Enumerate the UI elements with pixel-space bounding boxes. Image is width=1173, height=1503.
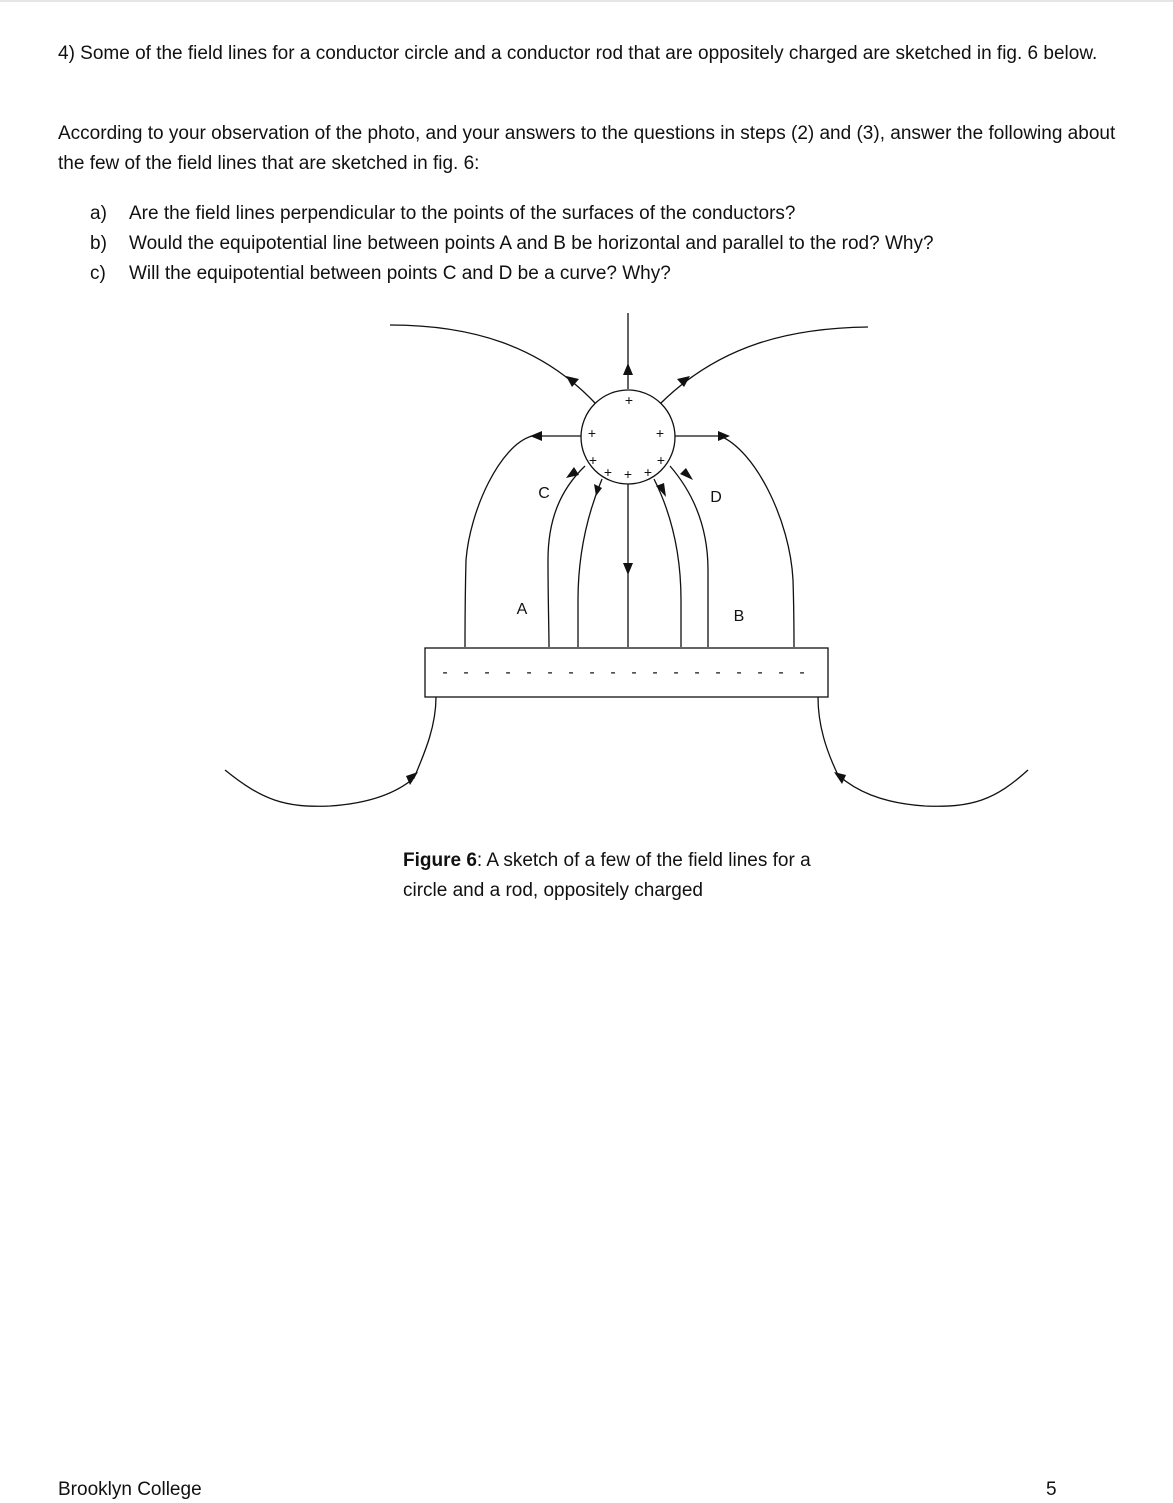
point-label-b: B <box>733 608 745 625</box>
minus-sign: - <box>652 664 658 681</box>
minus-sign: - <box>505 664 511 681</box>
figure-caption <box>403 846 823 906</box>
footer-institution: Brooklyn College <box>58 1479 202 1500</box>
minus-sign: - <box>547 664 553 681</box>
minus-sign: - <box>715 664 721 681</box>
point-label-c: C <box>538 485 550 502</box>
field-line-lower-left <box>225 697 436 806</box>
plus-sign: + <box>623 466 633 482</box>
field-line-left-inner <box>548 466 585 647</box>
arrowhead <box>566 467 579 478</box>
question-text: Are the field lines perpendicular to the points of the surfaces of the conductors? <box>129 203 796 224</box>
plus-sign: + <box>643 464 653 480</box>
caption-label: Figure 6 <box>403 850 477 871</box>
question-marker: b) <box>90 233 107 254</box>
plus-sign: + <box>588 452 598 468</box>
field-line-right-center <box>654 479 681 647</box>
arrowhead <box>623 563 633 575</box>
point-label-d: D <box>710 489 722 506</box>
minus-sign: - <box>610 664 616 681</box>
arrowhead <box>680 468 693 480</box>
arrowhead <box>594 484 602 496</box>
arrowhead <box>677 376 690 387</box>
point-label-a: A <box>516 601 528 618</box>
minus-sign: - <box>442 664 448 681</box>
field-line-right-inner <box>670 466 708 647</box>
field-line-upper-right <box>661 327 868 403</box>
minus-sign: - <box>631 664 637 681</box>
minus-sign: - <box>673 664 679 681</box>
minus-sign: - <box>799 664 805 681</box>
plus-sign: + <box>587 425 597 441</box>
field-line-lower-right <box>818 697 1028 806</box>
minus-sign: - <box>757 664 763 681</box>
question-marker: c) <box>90 263 106 284</box>
minus-sign: - <box>568 664 574 681</box>
arrowhead <box>530 431 542 441</box>
question-text: Will the equipotential between points C and D be a curve? Why? <box>129 263 671 284</box>
arrowhead <box>834 772 846 784</box>
minus-sign: - <box>463 664 469 681</box>
minus-sign: - <box>778 664 784 681</box>
caption-text: : A sketch of a few of the field lines for a circle and a rod, oppositely charged <box>403 850 811 901</box>
field-line-upper-left <box>390 325 595 403</box>
plus-sign: + <box>624 392 634 408</box>
plus-sign: + <box>656 452 666 468</box>
plus-sign: + <box>603 464 613 480</box>
minus-sign: - <box>589 664 595 681</box>
minus-sign: - <box>736 664 742 681</box>
field-line-left-center <box>578 479 602 647</box>
problem-intro: 4) Some of the field lines for a conductor circle and a conductor rod that are oppositely charged are sketched in fig. 6 below. <box>58 43 1098 64</box>
problem-instruction: According to your observation of the photo, and your answers to the questions in steps (2) and (3), answer the following about the few of the field lines that are sketched in fig. 6: <box>58 123 1116 174</box>
minus-sign: - <box>484 664 490 681</box>
minus-sign: - <box>526 664 532 681</box>
minus-sign: - <box>694 664 700 681</box>
arrowhead <box>623 363 633 375</box>
question-text: Would the equipotential line between points A and B be horizontal and parallel to the rod? Why? <box>129 233 934 254</box>
page-number: 5 <box>1046 1479 1057 1500</box>
question-marker: a) <box>90 203 107 224</box>
plus-sign: + <box>655 425 665 441</box>
